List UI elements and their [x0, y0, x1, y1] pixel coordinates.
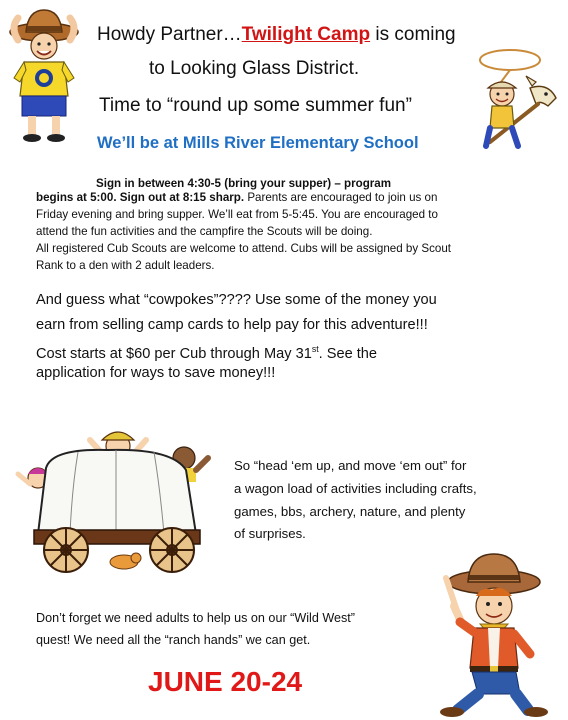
details-line-5: All registered Cub Scouts are welcome to attend. Cubs will be assigned by Scout	[36, 242, 452, 255]
headline-line-2: to Looking Glass District.	[149, 58, 360, 79]
headline-line-3: Time to “round up some summer fun”	[99, 95, 412, 116]
event-date: JUNE 20-24	[148, 666, 303, 697]
details-line-2: begins at 5:00. Sign out at 8:15 sharp. Parents are encouraged to join us on	[36, 191, 438, 204]
details-line-6: Rank to a den with 2 adult leaders.	[36, 259, 215, 272]
covered-wagon-icon	[8, 418, 218, 578]
stick-horse-kid-icon	[452, 42, 562, 152]
cowboy-cub-icon	[4, 4, 84, 144]
event-name: Twilight Camp	[241, 24, 371, 45]
details-line-4: attend the fun activities and the campfire the Scouts will be doing.	[36, 225, 373, 238]
money-line-4: application for ways to save money!!!	[36, 365, 276, 381]
wagon-line-3: games, bbs, archery, nature, and plenty	[234, 504, 466, 519]
money-line-3: Cost starts at $60 per Cub through May 31st. See the	[36, 344, 378, 362]
signin-line: Sign in between 4:30-5 (bring your supper) – program	[96, 177, 392, 190]
location: We’ll be at Mills River Elementary School	[97, 134, 419, 152]
adults-line-1: Don’t forget we need adults to help us on our “Wild West”	[36, 611, 355, 625]
wagon-line-4: of surprises.	[234, 526, 306, 541]
wagon-line-1: So “head ‘em up, and move ‘em out” for	[234, 458, 467, 473]
wagon-line-2: a wagon load of activities including crafts,	[234, 481, 477, 496]
adults-line-2: quest! We need all the “ranch hands” we can get.	[36, 633, 311, 647]
money-line-2: earn from selling camp cards to help pay for this adventure!!!	[36, 317, 428, 333]
pointing-cowboy-icon	[432, 548, 552, 718]
details-line-3: Friday evening and bring supper. We’ll eat from 5-5:45. You are encouraged to	[36, 208, 438, 221]
headline-line-1: Howdy Partner…Twilight Camp is coming	[97, 24, 456, 45]
money-line-1: And guess what “cowpokes”???? Use some of the money you	[36, 292, 437, 308]
